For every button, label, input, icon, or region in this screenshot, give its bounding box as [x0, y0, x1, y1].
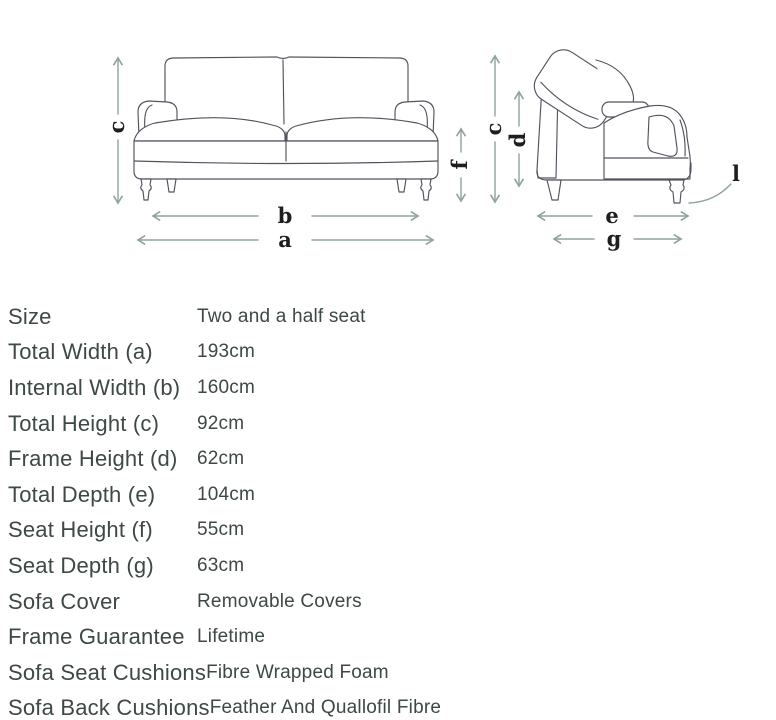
spec-label: Sofa Cover [8, 588, 121, 614]
dim-label-e: e [605, 203, 619, 228]
spec-value: Two and a half seat [197, 305, 366, 327]
spec-row-total-height [8, 406, 768, 442]
spec-row-size [8, 299, 768, 335]
spec-value: 193cm [197, 341, 256, 363]
dim-label-d: d [505, 132, 530, 148]
spec-value: Removable Covers [197, 590, 362, 612]
dim-label-c-front: c [104, 120, 129, 134]
sofa-sketches [134, 44, 691, 203]
spec-label: Frame Height (d) [8, 446, 178, 472]
dim-label-f: f [447, 160, 472, 170]
dim-label-g: g [606, 226, 622, 251]
dim-label-a: a [278, 227, 292, 252]
sofa-leg [167, 179, 176, 192]
dim-label-c-side: c [481, 122, 506, 136]
spec-table [8, 299, 768, 720]
sofa-side-view [528, 44, 691, 203]
spec-value: Fibre Wrapped Foam [206, 661, 389, 683]
spec-label: Frame Guarantee [8, 624, 185, 650]
spec-label: Total Width (a) [8, 339, 153, 365]
spec-value: 55cm [197, 519, 245, 541]
spec-value: 63cm [197, 554, 245, 576]
side-arm [604, 105, 690, 179]
spec-value: Lifetime [197, 626, 266, 648]
sofa-leg [547, 180, 561, 200]
spec-row-sofa-cover [8, 584, 768, 620]
spec-row-seat-cushions [8, 655, 768, 691]
leg-pointer-curve [689, 184, 731, 203]
spec-label: Total Height (c) [8, 410, 160, 436]
spec-row-total-width [8, 335, 768, 371]
spec-row-seat-depth [8, 548, 768, 584]
spec-label: Sofa Back Cushions [8, 695, 210, 720]
spec-row-frame-guarantee [8, 619, 768, 655]
spec-value: 92cm [197, 412, 245, 434]
dimension-diagram [0, 0, 776, 290]
spec-label: Total Depth (e) [8, 481, 156, 507]
dim-label-b: b [277, 203, 293, 228]
sofa-front-view [134, 57, 438, 200]
spec-row-back-cushions [8, 691, 768, 720]
dimension-diagram-svg [0, 0, 776, 290]
sofa-leg [397, 179, 406, 192]
spec-label: Internal Width (b) [8, 374, 181, 400]
spec-row-seat-height [8, 513, 768, 549]
spec-value: 62cm [197, 448, 245, 470]
dim-label-l: l [732, 161, 740, 186]
spec-value: 104cm [197, 483, 256, 505]
spec-row-total-depth [8, 477, 768, 513]
sofa-leg [141, 179, 152, 200]
spec-label: Seat Depth (g) [8, 552, 154, 578]
spec-value: 160cm [197, 376, 256, 398]
spec-value: Feather And Quallofil Fibre [209, 697, 442, 719]
front-backrest [165, 57, 408, 126]
spec-label: Seat Height (f) [8, 517, 153, 543]
spec-label: Size [8, 303, 52, 329]
spec-row-internal-width [8, 370, 768, 406]
sofa-leg [669, 180, 684, 203]
spec-label: Sofa Seat Cushions [8, 659, 207, 685]
sofa-leg [421, 179, 432, 200]
spec-row-frame-height [8, 441, 768, 477]
